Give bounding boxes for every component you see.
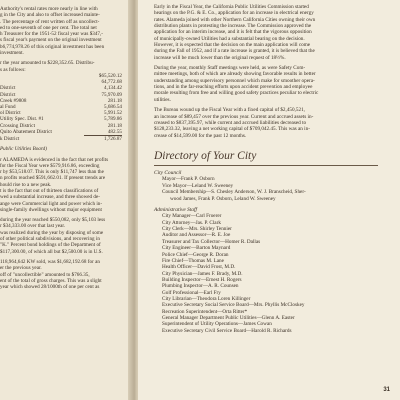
text-line: single-family dwellings without major equipment <box>0 206 102 213</box>
text-line: 118,964,642 KW sold, was $1,682,192.68 for an <box>0 258 100 265</box>
text-line: Early in the Fiscal Year, the California Public Utilities Commission started <box>154 4 309 10</box>
row-label: Quito Abatement District <box>0 129 52 136</box>
distribution-table <box>0 73 122 142</box>
directory-entry: Council Membership—S. Chesley Anderson, W. J. Branscheid, Sher- <box>162 189 306 196</box>
text-line: increase will be much lower than the original request of 18½%. <box>154 54 286 61</box>
text-line: for the Fiscal Year were $579,916.86, exceeding <box>0 162 100 169</box>
text-line: $128,233.32, leaving a net working capital of $709,042.45. This was an in- <box>154 126 310 133</box>
directory-entry: Fire Chief—Thomas M. Lane <box>162 257 224 264</box>
text-line: $117,300.00, of which all but $2,500.00 is in U.S. <box>0 248 103 255</box>
right-page <box>138 0 400 400</box>
text-line: The Bureau wound up the Fiscal Year with a fixed capital of $2,450,521, <box>154 107 305 114</box>
text-line: r ALAMEDA is evidenced in the fact that net profits <box>0 156 109 163</box>
right-column-text <box>154 4 392 334</box>
text-line: application for an interim increase, and it is felt that the vigorous opposition <box>154 29 312 36</box>
directory-entry: Building Inspector—Ernest H. Rogers <box>162 276 242 283</box>
text-line: r $34,333.00 over that last year. <box>0 223 66 230</box>
text-line: creased to $837,395.97, while current and accrued liabilities decreased to <box>154 119 307 126</box>
row-label: Crossing District <box>0 122 36 129</box>
row-amount: $65,520.12 <box>98 72 122 79</box>
text-line: during the year reached $550,082, only $5,103 less <box>0 217 106 224</box>
title-rule <box>154 165 378 166</box>
directory-entry: City Librarian—Theodora Loren Killinger <box>162 295 251 302</box>
directory-entry: City Clerk—Mrs. Shirley Tennier <box>162 226 232 233</box>
row-label: al Fund <box>0 103 16 110</box>
directory-entry: City Manager—Carl Froerer <box>162 213 222 220</box>
text-line: morale resulting from free and willing good safety practices peculiar to electric <box>154 90 319 97</box>
directory-entry: Executive Secretary Civil Service Board—Harold R. Richards <box>162 327 292 334</box>
row-label: k District <box>0 135 20 142</box>
text-line: tions, and in the far-reaching efforts upon accident prevention and employee <box>154 84 313 91</box>
section-heading: Public Utilities Board) <box>0 146 47 153</box>
text-line: an increase of $89,457 over the previous year. Current and accrued assets in- <box>154 113 314 120</box>
row-amount: 5,789.86 <box>104 116 122 123</box>
row-label: Creek #9808 <box>0 97 27 104</box>
row-amount: 75,970.09 <box>101 91 122 98</box>
text-line: r by $53,518.07. This is only $11,747 less than the <box>0 169 104 176</box>
text-line: utilities. <box>154 96 171 103</box>
text-line: hould rise to a new peak. <box>0 181 52 188</box>
text-line: g in the City and also to offset increased mainte- <box>0 12 100 19</box>
directory-entry: General Manager Department Public Utilities—Glenn A. Easter <box>162 314 295 321</box>
text-line: crease of $14,599.00 for the past 12 months. <box>154 132 247 139</box>
row-amount: 281.18 <box>107 122 122 129</box>
directory-entry: Plumbing Inspector—A. R. Counsen <box>162 283 239 290</box>
text-line: h Treasurer for the 1951-52 fiscal year was $347,- <box>0 31 103 38</box>
text-line: rates. Alameda joined with other Northern California Cities owning their own <box>154 16 316 23</box>
text-line: Authority's rental rates more nearly in line with <box>0 6 98 12</box>
text-line: understanding among supervisory personnel which make for smoother opera- <box>154 77 315 84</box>
directory-entry: Recreation Superintendent—Orta Ritter* <box>162 308 248 315</box>
directory-entry: City Engineer—Barton Maynard <box>162 245 231 252</box>
text-line: er the previous year. <box>0 265 42 272</box>
directory-title: Directory of Your City <box>154 149 257 162</box>
city-council-heading: City Council <box>154 169 182 176</box>
text-line: "K." Percent bond holdings of the Department of <box>0 242 101 249</box>
directory-entry: City Physician—James F. Brady, M.D. <box>162 270 243 277</box>
text-line: year which showed 28/1000th of one per cent as <box>0 284 100 291</box>
directory-entry: Health Officer—David Frost, M.D. <box>162 264 236 271</box>
text-line: during the Fall of 1952, and if a rate increase is granted, it is believed that the <box>154 48 315 55</box>
directory-entry: City Attorney—Jas. P. Clark <box>162 219 221 226</box>
text-line: s fiscal year's payment on the original investment <box>0 37 102 44</box>
directory-entry: Vice Mayor—Leland W. Sweeney <box>162 182 234 189</box>
text-line: wed a substantial increase, and three showed de- <box>0 194 100 201</box>
text-line: b6,774,978.26 of this original investment has been <box>0 43 105 50</box>
text-line: mittee meetings, both of which are already showing favorable results in better <box>154 71 316 78</box>
row-amount: 1,726.87 <box>84 136 122 143</box>
text-line: was realized during the year by disposing of some <box>0 229 104 236</box>
row-amount: 482.55 <box>107 128 122 135</box>
text-line: distribution plants in protesting the increase. The Commission approved the <box>154 23 312 30</box>
directory-entry: Mayor—Frank P. Osborn <box>162 176 215 183</box>
text-line: ange were Commercial light and power which in- <box>0 200 103 207</box>
directory-entry: Treasurer and Tax Collector—Homer R. Dallas <box>162 238 261 245</box>
spacer <box>154 202 392 206</box>
row-label: District <box>0 85 16 92</box>
row-amount: 4,134.42 <box>104 85 122 92</box>
text-line: ent of the total of gross charges. This was a slight <box>0 277 102 284</box>
directory-entry: wood James, Frank P. Osborn, Leland W. Sweeney <box>170 195 276 202</box>
text-line: During the year, monthly Staff meetings were held, as were Safety Com- <box>154 65 306 72</box>
table-row <box>0 136 122 143</box>
row-amount: 64,772.68 <box>101 79 122 86</box>
administrative-staff-heading: Administrative Staff <box>154 206 197 213</box>
text-line: . The percentage of rent written off as uncollect- <box>0 18 100 25</box>
row-label: Utility Spec. Dist. #1 <box>0 116 44 123</box>
left-page <box>0 0 132 400</box>
text-line: off of "uncollectible" amounted to $766.35, <box>0 271 90 278</box>
row-amount: 5,686.54 <box>104 103 122 110</box>
text-line: of other political subdivisions, and recovering in <box>0 236 100 243</box>
row-amount: 5,991.52 <box>104 110 122 117</box>
directory-entry: Executive Secretary Social Service Board—Mrs. Phyllis McCloskey <box>162 302 305 309</box>
directory-entry: Auditor and Assessor—R. E. Joe <box>162 232 231 239</box>
text-line: ed to one-seventh of one per cent. The total net <box>0 24 97 31</box>
text-line: of municipally-owned Utilities had a substantial bearing on the decision. <box>154 35 305 42</box>
directory-entry: Superintendent of Utility Operations—James Cowan <box>162 321 272 328</box>
row-label: District <box>0 91 16 98</box>
row-label: ol District <box>0 110 21 117</box>
text-line: However, it is expected that the decision on the main application will come <box>154 42 311 49</box>
table-row <box>0 129 122 136</box>
page-number: 31 <box>383 387 390 393</box>
text-line: t is the fact that out of thirteen classifications of <box>0 187 99 194</box>
text-line: hearings on the P.G. & E. Co., application for an increase in electrical energy <box>154 10 314 17</box>
text-line: investment. <box>0 50 24 57</box>
directory-entry: Police Chief—George R. Doran <box>162 251 229 258</box>
text-line: s as follows: <box>0 66 26 73</box>
row-amount: 281.18 <box>107 97 122 104</box>
directory-entry: Golf Professional—Earl Fry <box>162 289 221 296</box>
left-column-text <box>0 6 128 290</box>
text-line: r the year amounted to $228,352.65. Distribu- <box>0 60 95 67</box>
text-line: n profits reached $591,662.01. If present trends are <box>0 175 106 182</box>
